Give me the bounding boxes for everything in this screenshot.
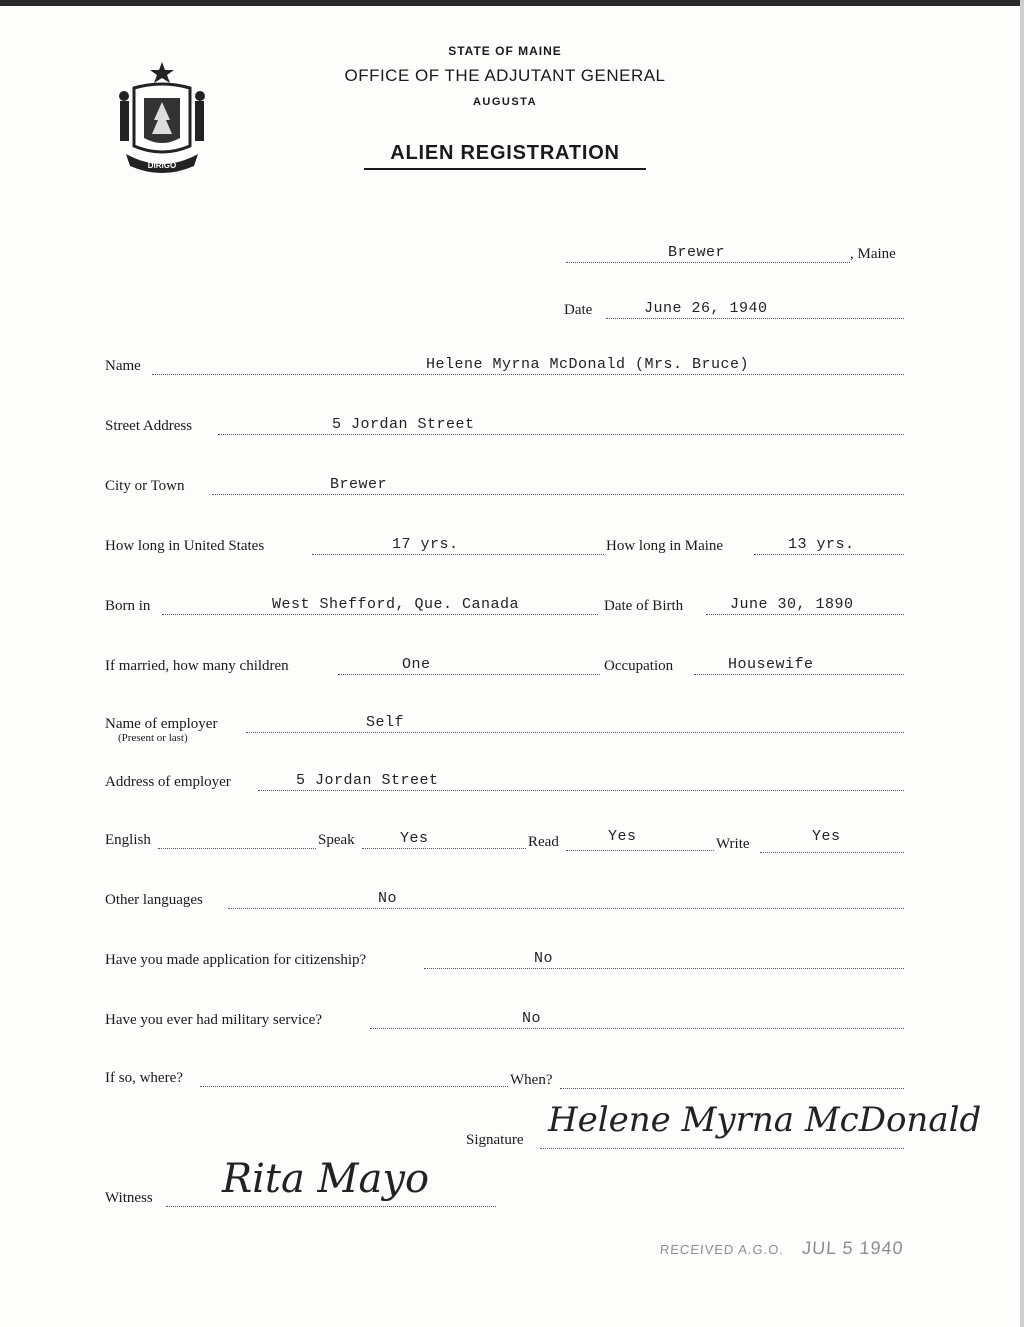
signature-label: Signature xyxy=(466,1132,524,1148)
witness-label: Witness xyxy=(105,1190,153,1206)
employer-address-value[interactable]: 5 Jordan Street xyxy=(296,772,439,789)
header-city: AUGUSTA xyxy=(472,96,538,108)
city-value[interactable]: Brewer xyxy=(330,476,388,493)
place-value[interactable]: Brewer xyxy=(668,244,726,261)
born-value[interactable]: West Shefford, Que. Canada xyxy=(272,596,520,613)
dob-label: Date of Birth xyxy=(604,598,684,614)
state-seal-icon xyxy=(112,58,212,178)
read-label: Read xyxy=(528,834,559,850)
date-value[interactable]: June 26, 1940 xyxy=(644,300,768,317)
military-label: Have you ever had military service? xyxy=(105,1012,322,1028)
speak-label: Speak xyxy=(318,832,355,848)
citizenship-label: Have you made application for citizenship? xyxy=(105,952,367,968)
name-value[interactable]: Helene Myrna McDonald (Mrs. Bruce) xyxy=(426,356,750,373)
other-languages-label: Other languages xyxy=(105,892,203,908)
scan-edge-right xyxy=(1020,0,1024,1327)
employer-value[interactable]: Self xyxy=(366,714,405,731)
occupation-value[interactable]: Housewife xyxy=(728,656,814,673)
write-label: Write xyxy=(716,836,750,852)
maine-years-value[interactable]: 13 yrs. xyxy=(788,536,855,553)
street-value[interactable]: 5 Jordan Street xyxy=(332,416,475,433)
employer-sublabel: (Present or last) xyxy=(118,732,188,744)
stamp-date: JUL 5 1940 xyxy=(801,1238,905,1258)
english-label: English xyxy=(105,832,151,848)
scan-edge-top xyxy=(0,0,1024,6)
page-title: ALIEN REGISTRATION xyxy=(390,142,620,164)
witness-value[interactable]: Rita Mayo xyxy=(222,1156,430,1202)
other-languages-value[interactable]: No xyxy=(378,890,398,907)
occupation-label: Occupation xyxy=(604,658,674,674)
header-state: STATE OF MAINE xyxy=(448,44,562,58)
city-label: City or Town xyxy=(105,478,185,494)
us-years-label: How long in United States xyxy=(105,538,265,554)
employer-address-label: Address of employer xyxy=(105,774,231,790)
military-value[interactable]: No xyxy=(522,1010,542,1027)
place-suffix: , Maine xyxy=(850,246,896,262)
read-value[interactable]: Yes xyxy=(608,828,637,845)
children-value[interactable]: One xyxy=(402,656,431,673)
when-label: When? xyxy=(510,1072,553,1088)
born-label: Born in xyxy=(105,598,151,614)
svg-text:DIRIGO: DIRIGO xyxy=(147,161,177,170)
children-label: If married, how many children xyxy=(105,658,289,674)
name-label: Name xyxy=(105,358,141,374)
street-label: Street Address xyxy=(105,418,193,434)
header-office: OFFICE OF THE ADJUTANT GENERAL xyxy=(344,66,666,85)
title-underline xyxy=(364,168,646,170)
where-label: If so, where? xyxy=(105,1070,183,1086)
citizenship-value[interactable]: No xyxy=(534,950,554,967)
dob-value[interactable]: June 30, 1890 xyxy=(730,596,854,613)
received-stamp xyxy=(659,1238,904,1259)
write-value[interactable]: Yes xyxy=(812,828,841,845)
maine-years-label: How long in Maine xyxy=(606,538,724,554)
us-years-value[interactable]: 17 yrs. xyxy=(392,536,459,553)
signature-value[interactable]: Helene Myrna McDonald xyxy=(548,1100,982,1140)
date-label: Date xyxy=(564,302,593,318)
stamp-received: RECEIVED A.G.O. xyxy=(659,1242,785,1257)
speak-value[interactable]: Yes xyxy=(400,830,429,847)
employer-label: Name of employer xyxy=(105,716,218,732)
